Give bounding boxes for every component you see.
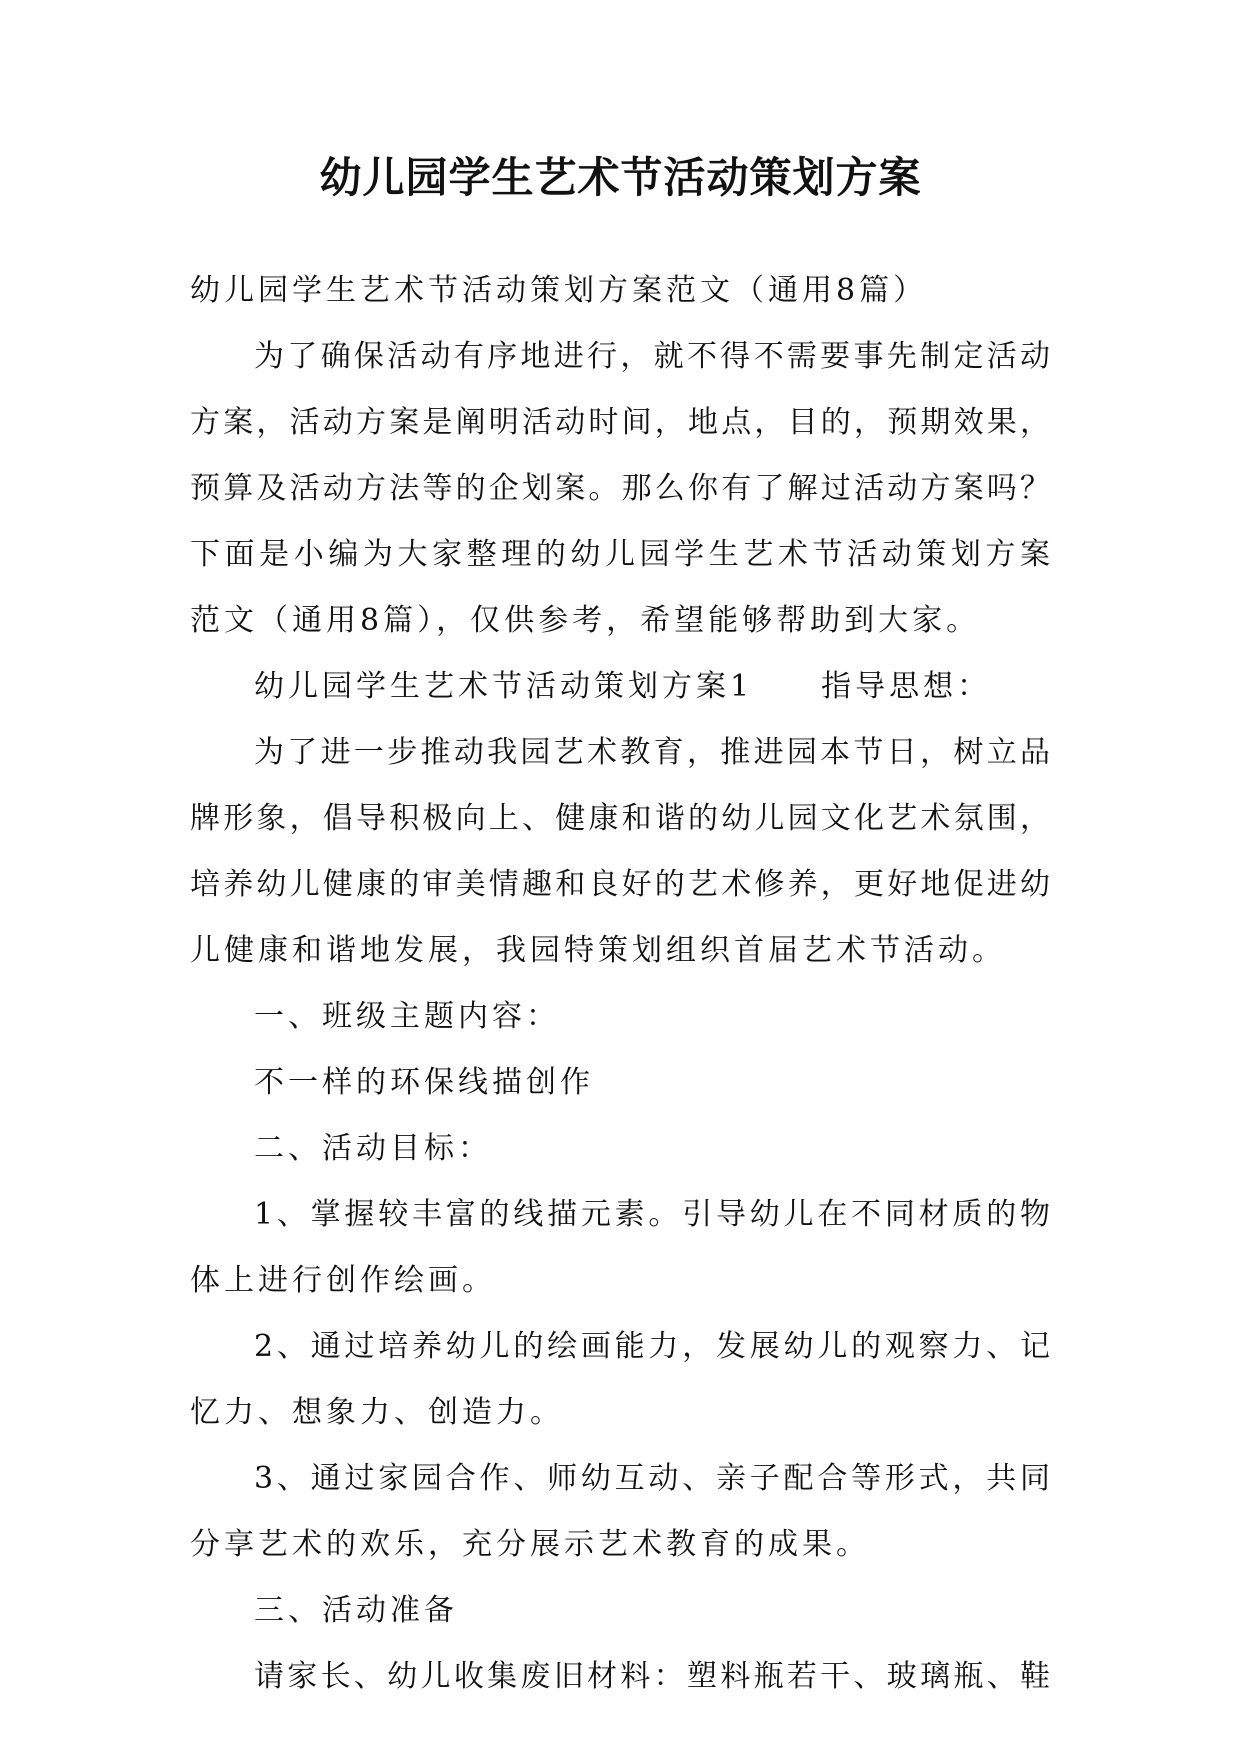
text-line: 方案，活动方案是阐明活动时间，地点，目的，预期效果，: [190, 405, 1050, 440]
section-heading: 二、活动目标：: [254, 1131, 492, 1166]
text-line: 儿健康和谐地发展，我园特策划组织首届艺术节活动。: [190, 933, 1006, 968]
text-line: 忆力、想象力、创造力。: [190, 1395, 564, 1430]
text-line: 范文（通用8篇），仅供参考，希望能够帮助到大家。: [190, 603, 981, 638]
text-line: 预算及活动方法等的企划案。那么你有了解过活动方案吗？: [190, 471, 1050, 506]
document-body: [190, 258, 1050, 1710]
text-line: 培养幼儿健康的审美情趣和良好的艺术修养，更好地促进幼: [190, 867, 1050, 902]
section-heading: 一、班级主题内容：: [254, 999, 560, 1034]
text-line: 下面是小编为大家整理的幼儿园学生艺术节活动策划方案: [190, 537, 1050, 572]
text-line: 体上进行创作绘画。: [190, 1263, 496, 1298]
section-heading: 三、活动准备: [254, 1593, 458, 1628]
text-line: 为了确保活动有序地进行，就不得不需要事先制定活动: [254, 339, 1050, 374]
text-line: 分享艺术的欢乐，充分展示艺术教育的成果。: [190, 1527, 870, 1562]
text-line: 请家长、幼儿收集废旧材料：塑料瓶若干、玻璃瓶、鞋: [254, 1659, 1050, 1694]
text-line: 幼儿园学生艺术节活动策划方案范文（通用8篇）: [190, 273, 928, 308]
text-line: 牌形象，倡导积极向上、健康和谐的幼儿园文化艺术氛围，: [190, 801, 1050, 836]
text-line: 不一样的环保线描创作: [254, 1065, 594, 1100]
text-line: 1、掌握较丰富的线描元素。引导幼儿在不同材质的物: [254, 1197, 1050, 1232]
document-title: 幼儿园学生艺术节活动策划方案: [319, 153, 922, 202]
text-line: 3、通过家园合作、师幼互动、亲子配合等形式，共同: [254, 1461, 1050, 1496]
text-line: 2、通过培养幼儿的绘画能力，发展幼儿的观察力、记: [254, 1329, 1050, 1364]
text-line: 为了进一步推动我园艺术教育，推进园本节日，树立品: [254, 735, 1050, 770]
text-line: 幼儿园学生艺术节活动策划方案1 指导思想：: [254, 669, 992, 704]
